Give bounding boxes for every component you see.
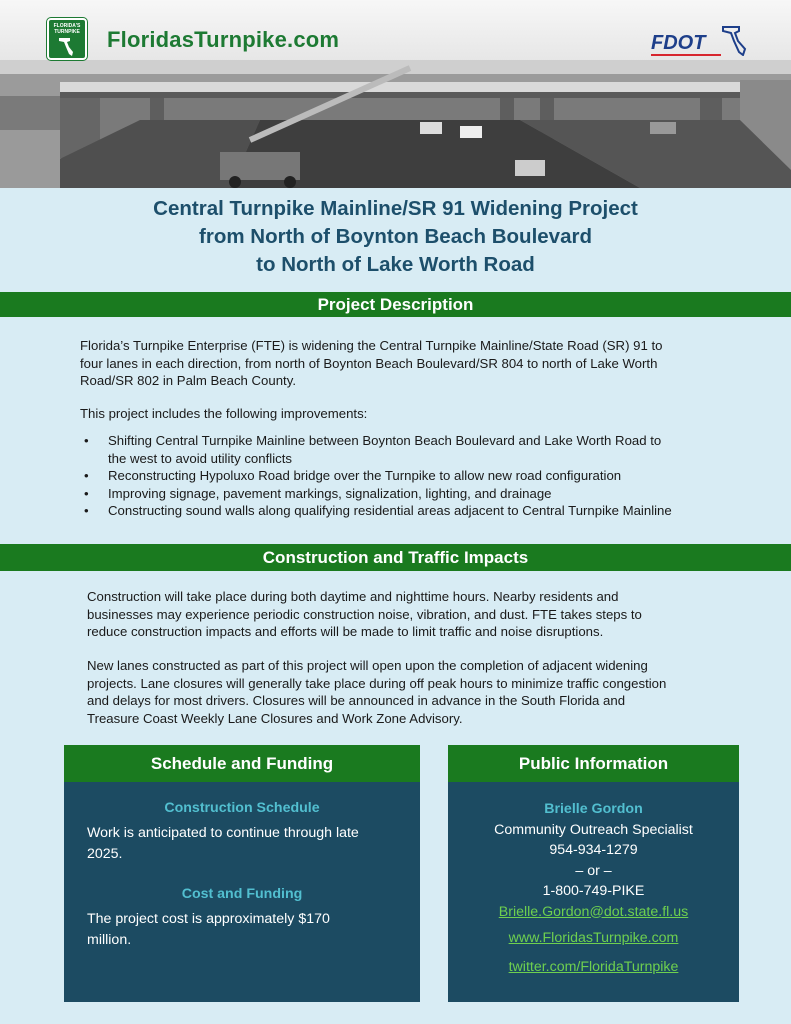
construction-heading: Construction and Traffic Impacts (0, 544, 791, 571)
schedule-line: 2025. (87, 846, 123, 862)
construction-schedule-title: Construction Schedule (164, 800, 320, 816)
contact-phone[interactable]: 954-934-1279 (549, 842, 638, 858)
paragraph-line: Treasure Coast Weekly Lane Closures and Work Zone Advisory. (87, 710, 463, 726)
cost-line: million. (87, 932, 132, 948)
title-line-2: from North of Boynton Beach Boulevard (199, 225, 592, 248)
paragraph-line: and delays for most drivers. Closures will be announced in advance in the South Florida and (87, 693, 626, 708)
list-item (80, 502, 740, 520)
list-item-text: • Improving signage, pavement markings, signalization, lighting, and drainage (108, 485, 552, 501)
contact-role: Community Outreach Specialist (494, 821, 693, 838)
paragraph-line: projects. Lane closures will generally take place during off peak hours to minimize traffic congestion (87, 675, 667, 691)
construction-paragraph-1 (87, 588, 747, 641)
intro-line: four lanes in each direction, from north of Boynton Beach Boulevard/SR 804 to north of Lake Worth (80, 355, 658, 371)
cost-line: The project cost is approximately $170 (87, 911, 330, 927)
contact-name: Brielle Gordon (544, 801, 643, 817)
schedule-funding-heading: Schedule and Funding (64, 745, 420, 782)
list-item-text: • Shifting Central Turnpike Mainline between Boynton Beach Boulevard and Lake Worth Road to (108, 433, 662, 448)
hero-banner (0, 0, 791, 188)
florida-outline-icon (721, 24, 749, 56)
paragraph-line: businesses may experience periodic construction noise, vibration, and dust. FTE takes steps to (87, 606, 642, 622)
site-name[interactable]: FloridasTurnpike.com (107, 27, 340, 52)
list-item-text: • Constructing sound walls along qualifying residential areas adjacent to Central Turnpike Mainline (108, 503, 672, 518)
intro-line: Road/SR 802 in Palm Beach County. (80, 373, 297, 388)
intro-line: Florida’s Turnpike Enterprise (FTE) is widening the Central Turnpike Mainline/State Road (SR) 91 to (80, 338, 663, 353)
highway-construction-photo (0, 60, 791, 188)
or-separator: – or – (575, 862, 612, 879)
fdot-underline (651, 54, 721, 56)
list-item (80, 467, 740, 485)
construction-paragraph-2 (87, 657, 747, 727)
paragraph-line: New lanes constructed as part of this project will open upon the completion of adjacent widening (87, 658, 648, 673)
fdot-logo (651, 24, 751, 60)
schedule-line: Work is anticipated to continue through late (87, 825, 359, 841)
website-link[interactable]: www.FloridasTurnpike.com (508, 930, 679, 946)
email-link[interactable]: Brielle.Gordon@dot.state.fl.us (498, 903, 689, 920)
paragraph-line: Construction will take place during both daytime and nighttime hours. Nearby residents and (87, 589, 619, 604)
public-information-heading: Public Information (448, 745, 739, 782)
public-information-panel (448, 745, 739, 1002)
list-item-text: the west to avoid utility conflicts (108, 450, 292, 466)
project-description-heading: Project Description (0, 292, 791, 317)
list-item-text: • Reconstructing Hypoluxo Road bridge over the Turnpike to allow new road configuration (108, 468, 622, 483)
florida-shape-icon (58, 37, 76, 57)
toll-free-phone[interactable]: 1-800-749-PIKE (542, 883, 645, 899)
cost-funding-text (87, 909, 330, 951)
cost-funding-title: Cost and Funding (181, 886, 303, 902)
construction-schedule-text (87, 823, 359, 865)
turnpike-logo-text: FLORIDA'S TURNPIKE (53, 23, 81, 35)
schedule-funding-panel (64, 745, 420, 1002)
contact-block (448, 799, 739, 922)
title-line-1: Central Turnpike Mainline/SR 91 Widening Project (153, 197, 638, 220)
improvements-list (80, 432, 740, 520)
twitter-link[interactable]: twitter.com/FloridaTurnpike (508, 959, 679, 975)
title-line-3: to North of Lake Worth Road (256, 253, 535, 276)
page-title (0, 195, 791, 279)
project-intro (80, 337, 750, 390)
turnpike-logo (47, 18, 87, 60)
list-item (80, 485, 740, 503)
fdot-logo-text: FDOT (651, 32, 706, 54)
list-item (80, 432, 740, 467)
improvements-lead: This project includes the following improvements: (80, 406, 368, 421)
paragraph-line: reduce construction impacts and efforts will be made to limit traffic and noise disruptions. (87, 624, 604, 639)
